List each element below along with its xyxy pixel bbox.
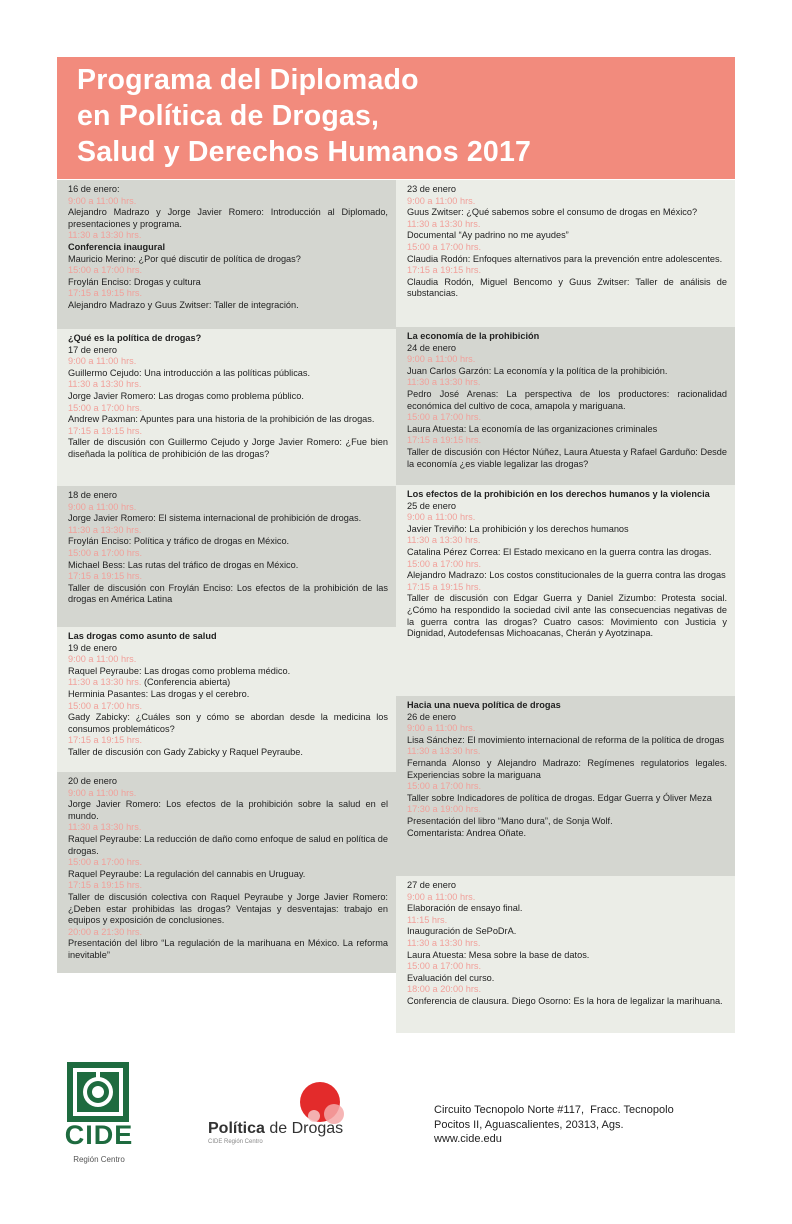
session-time: 15:00 a 17:00 hrs. [68,700,143,711]
session-text: Jorge Javier Romero: Las drogas como problema público. [68,390,304,401]
session-block [396,696,735,876]
session-text: Conferencia de clausura. Diego Osorno: Es la hora de legalizar la marihuana. [407,995,723,1006]
session-time: 18:00 a 20:00 hrs. [407,984,482,995]
session-text: Jorge Javier Romero: Los efectos de la prohibición sobre la salud en el mundo. [68,799,388,821]
session-text: Juan Carlos Garzón: La economía y la política de la prohibición. [407,365,668,376]
session-time: 15:00 a 17:00 hrs. [68,547,143,558]
session-text: Guillermo Cejudo: Una introducción a las políticas públicas. [68,367,311,378]
session-time: 17:15 a 19:15 hrs. [68,880,143,891]
session-time: 11:30 a 13:30 hrs. [407,218,481,229]
session-time: 15:00 a 17:00 hrs. [68,265,143,276]
session-text: 18 de enero [68,490,118,500]
session-time: 9:00 a 11:00 hrs. [68,356,137,367]
session-time: 9:00 a 11:00 hrs. [68,501,137,512]
session-time: 15:00 a 17:00 hrs. [407,412,482,423]
session-text: Froylán Enciso: Política y tráfico de drogas en México. [68,536,290,547]
session-time: 9:00 a 11:00 hrs. [407,195,476,206]
session-block [396,327,735,485]
session-text: 20 de enero [68,776,118,786]
session-text: Laura Atuesta: Mesa sobre la base de datos. [407,949,590,960]
title-banner [57,57,735,179]
session-time: 9:00 a 11:00 hrs. [407,723,476,734]
session-text: Comentarista: Andrea Oñate. [407,827,526,838]
session-text: Michael Bess: Las rutas del tráfico de drogas en México. [68,559,299,570]
session-text: Jorge Javier Romero: El sistema internacional de prohibición de drogas. [68,513,362,524]
title-line-2: en Política de Drogas, [77,100,380,132]
session-text: Herminia Pasantes: Las drogas y el cerebro. [68,688,250,699]
cide-emblem-icon [67,1062,129,1122]
cide-logo [64,1062,134,1182]
session-block [57,486,396,627]
session-text: 17 de enero [68,344,118,355]
session-block [57,627,396,772]
session-text: Presentación del libro “La regulación de la marihuana en México. La reforma inevitable” [68,938,388,960]
session-text: Claudia Rodón, Miguel Bencomo y Guus Zwitser: Taller de análisis de substancias. [407,276,727,299]
session-time: 15:00 a 17:00 hrs. [407,558,482,569]
session-title: Conferencia inaugural [68,241,165,252]
session-text: Catalina Pérez Correa: El Estado mexicano en la guerra contra las drogas. [407,546,712,557]
session-text: Claudia Rodón: Enfoques alternativos para la prevención entre adolescentes. [407,253,723,264]
session-text: Presentación del libro “Mano dura”, de Sonja Wolf. [407,815,613,826]
session-text: Taller de discusión con Gady Zabicky y Raquel Peyraube. [68,746,303,757]
session-time: 15:00 a 17:00 hrs. [407,961,482,972]
cide-subtitle: Región Centro [73,1155,125,1164]
session-time: 11:15 hrs. [407,914,448,925]
politica-de-drogas-wordmark [208,1120,343,1138]
session-text: 19 de enero [68,642,118,653]
session-time: 9:00 a 11:00 hrs. [68,195,137,206]
session-text: 27 de enero [407,880,457,890]
session-text: Taller sobre Indicadores de política de drogas. Edgar Guerra y Óliver Meza [407,792,712,803]
session-time: 17:15 a 19:15 hrs. [68,735,143,746]
session-text: Inauguración de SePoDrA. [407,926,517,937]
session-time: 9:00 a 11:00 hrs. [407,891,476,902]
session-title: ¿Qué es la política de drogas? [68,333,202,343]
session-time: 15:00 a 17:00 hrs. [68,857,143,868]
session-title: Hacia una nueva política de drogas [407,700,561,710]
session-time: 17:15 a 19:15 hrs. [407,581,482,592]
session-block [396,876,735,1033]
session-text: Froylán Enciso: Drogas y cultura [68,276,201,287]
cide-wordmark: CIDE [64,1120,134,1150]
session-text: Fernanda Alonso y Alejandro Madrazo: Regímenes regulatorios legales. Experiencias sobre la mariguana [407,757,727,780]
session-text: Gady Zabicky: ¿Cuáles son y cómo se abordan desde la medicina los consumos problemáticos? [68,712,388,734]
session-text: Andrew Paxman: Apuntes para una historia de la prohibición de las drogas. [68,414,375,425]
session-time: 11:30 a 13:30 hrs. [68,524,142,535]
session-block [57,180,396,329]
session-text: Taller de discusión con Froylán Enciso: Los efectos de la prohibición de las drogas en América Latina [68,582,388,605]
session-block [57,772,396,973]
session-time: 9:00 a 11:00 hrs. [68,654,137,665]
session-time: 11:30 a 13:30 hrs. [407,937,481,948]
session-time: 17:15 a 19:15 hrs. [68,288,143,299]
session-text: Laura Atuesta: La economía de las organizaciones criminales [407,423,658,434]
session-time: 11:30 a 13:30 hrs. [68,379,142,390]
session-text: Pedro José Arenas: La perspectiva de los productores: racionalidad económica del cultivo de coca, amapola y mariguana. [407,388,727,411]
session-time: 17:30 a 19:00 hrs. [407,804,482,815]
session-text: Lisa Sánchez: El movimiento internacional de reforma de la política de drogas [407,734,725,745]
session-text: Taller de discusión con Edgar Guerra y Daniel Zizumbo: Protesta social. ¿Cómo ha respondido la sociedad civil ante las consecuencias negativas de la guerra contra las drogas? Cuatro casos: Movimiento con Justicia y Dignidad, Autodefensas Michoacanas, Cherán y Ayotzinapa. [407,593,727,639]
session-text: Alejandro Madrazo y Guus Zwitser: Taller de integración. [68,299,299,310]
session-time: 9:00 a 11:00 hrs. [407,354,476,365]
session-text: Taller de discusión con Guillermo Cejudo y Jorge Javier Romero: ¿Fue bien diseñada la política de prohibición de las drogas? [68,437,388,459]
politica-de-drogas-logo [208,1080,368,1150]
address-line-2: Pocitos II, Aguascalientes, 20313, Ags. [434,1118,624,1131]
session-text: Taller de discusión con Héctor Núñez, Laura Atuesta y Rafael Garduño: Desde la economía ¿es viable legalizar las drogas? [407,446,727,469]
session-time: 17:15 a 19:15 hrs. [68,571,143,582]
session-time: 20:00 a 21:30 hrs. [68,926,143,937]
session-title: La economía de la prohibición [407,331,540,341]
session-time: 11:30 a 13:30 hrs. [68,230,142,241]
session-time: 9:00 a 11:00 hrs. [407,512,476,523]
title-line-1: Programa del Diplomado [77,64,419,96]
address-block [434,1103,734,1147]
session-block [57,329,396,486]
session-text: Raquel Peyraube: Las drogas como problema médico. [68,665,291,676]
session-text: 26 de enero [407,711,457,722]
session-text: 24 de enero [407,342,457,353]
session-text: 23 de enero [407,184,457,194]
title-line-3: Salud y Derechos Humanos 2017 [77,136,532,168]
session-text: Raquel Peyraube: La regulación del cannabis en Uruguay. [68,868,306,879]
session-time: 11:30 a 13:30 hrs. [68,822,142,833]
session-text: Evaluación del curso. [407,972,495,983]
session-time: 17:15 a 19:15 hrs. [68,425,143,436]
session-title: Los efectos de la prohibición en los derechos humanos y la violencia [407,489,710,499]
session-text: 25 de enero [407,500,457,511]
session-time: 11:30 a 13:30 hrs. [407,746,481,757]
session-text: Alejandro Madrazo y Jorge Javier Romero: Introducción al Diplomado, presentaciones y programa. [68,207,388,229]
session-text: Documental “Ay padrino no me ayudes” [407,230,569,241]
session-text: Javier Treviño: La prohibición y los derechos humanos [407,523,629,534]
session-text: Alejandro Madrazo: Los costos constitucionales de la guerra contra las drogas [407,570,726,581]
session-text: 16 de enero: [68,184,120,194]
session-time: 17:15 a 19:15 hrs. [407,435,482,446]
session-block [396,180,735,327]
session-time: 11:30 a 13:30 hrs. [407,535,481,546]
address-line-1: Circuito Tecnopolo Norte #117, Fracc. Tecnopolo [434,1104,674,1116]
wordmark-part-b: de Drogas [269,1120,344,1137]
session-text: Raquel Peyraube: La reducción de daño como enfoque de salud en política de drogas. [68,833,388,856]
politica-de-drogas-subtitle: CIDE Región Centro [208,1139,263,1145]
session-title: Las drogas como asunto de salud [68,631,217,641]
session-time: 15:00 a 17:00 hrs. [407,241,482,252]
session-time: 17:15 a 19:15 hrs. [407,265,482,276]
session-text: Taller de discusión colectiva con Raquel Peyraube y Jorge Javier Romero: ¿Deben estar prohibidas las drogas? Ventajas y desventajas: trabajo en equipos y exposición de conclusiones. [68,891,388,926]
session-time: 11:30 a 13:30 hrs. [407,377,481,388]
session-block [396,485,735,696]
session-text: Mauricio Merino: ¿Por qué discutir de política de drogas? [68,253,301,264]
session-time: 11:30 a 13:30 hrs. (Conferencia abierta) [68,677,231,688]
session-text: Guus Zwitser: ¿Qué sabemos sobre el consumo de drogas en México? [407,207,698,218]
session-time: 15:00 a 17:00 hrs. [407,781,482,792]
session-text: Elaboración de ensayo final. [407,903,523,914]
website-link[interactable]: www.cide.edu [434,1133,502,1145]
session-time: 9:00 a 11:00 hrs. [68,787,137,798]
session-time: 15:00 a 17:00 hrs. [68,402,143,413]
wordmark-part-a: Política [208,1120,270,1137]
